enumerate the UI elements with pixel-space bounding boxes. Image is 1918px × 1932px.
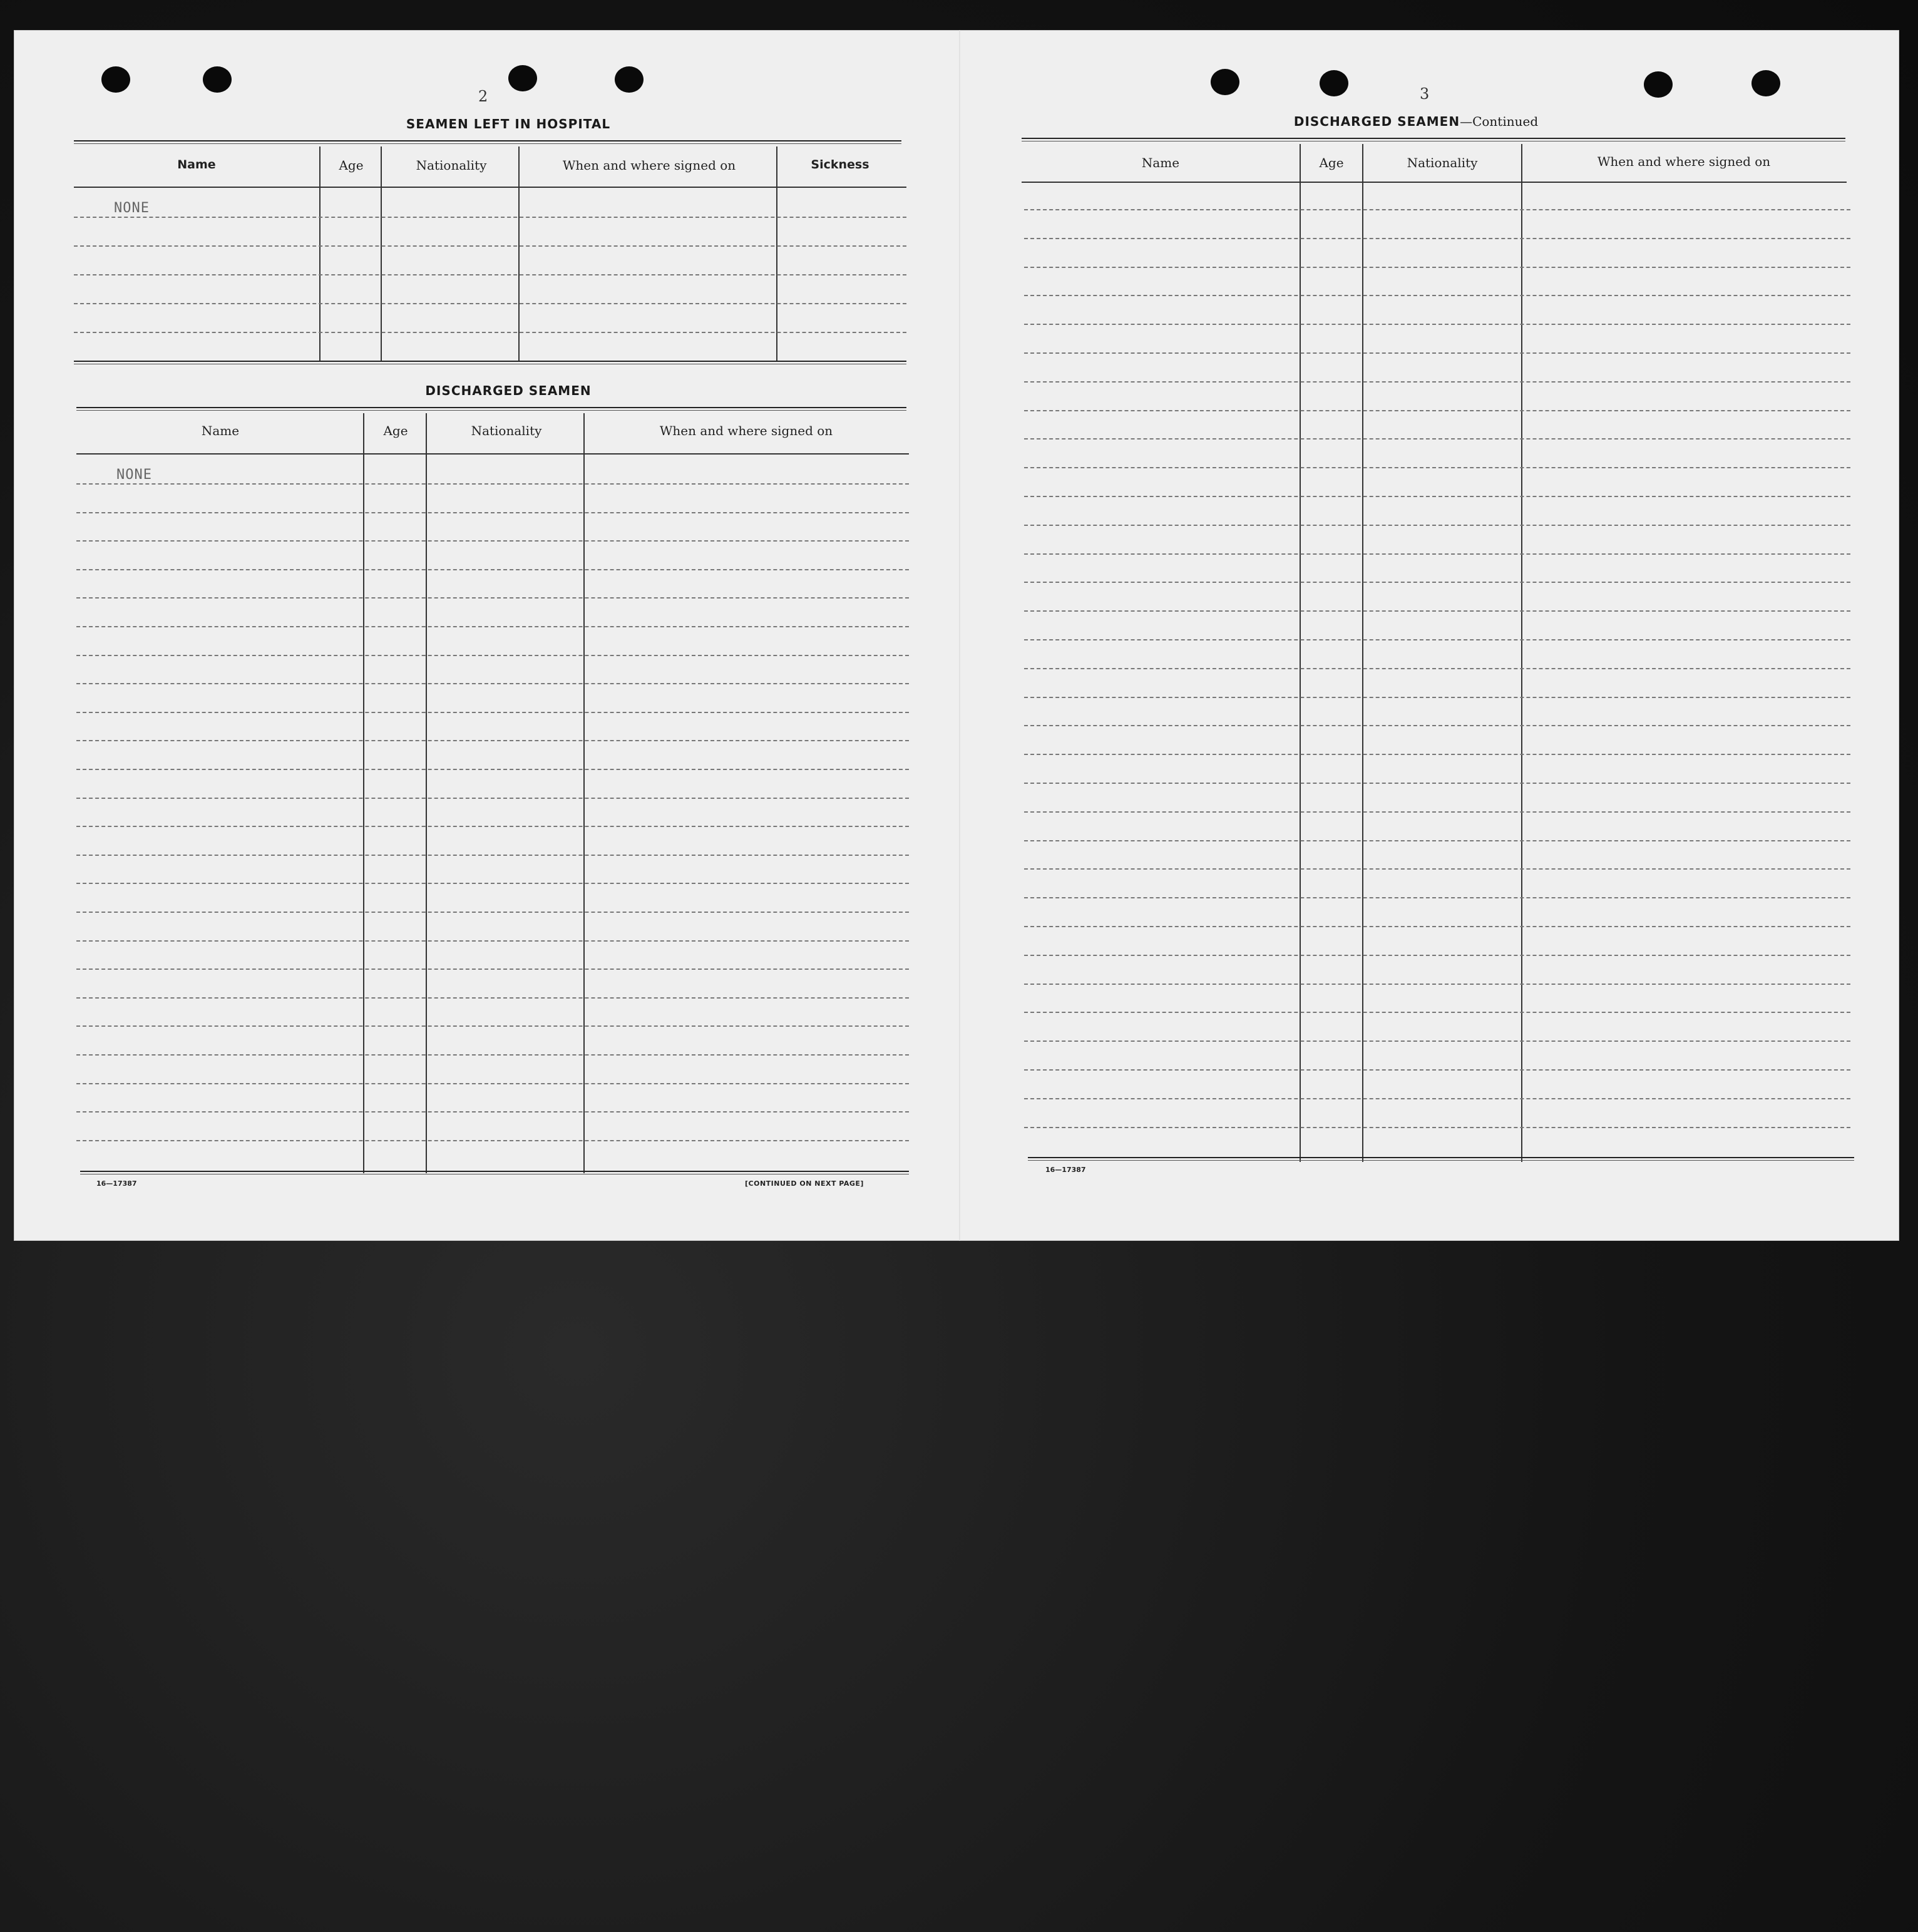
row-line [1024, 1098, 1850, 1099]
hospital-row-line [74, 245, 906, 247]
row-line [76, 855, 909, 856]
row-line [76, 540, 909, 542]
row-line [1024, 381, 1850, 383]
right-bottom-rule [1028, 1157, 1854, 1161]
row-line [1024, 267, 1850, 268]
punch-hole [508, 65, 537, 91]
discharged-header-age: Age [383, 423, 408, 438]
row-line [1024, 984, 1850, 985]
hospital-divider [518, 146, 520, 362]
hospital-header-nationality: Nationality [416, 158, 487, 173]
discharged-title: DISCHARGED SEAMEN [425, 383, 592, 398]
row-line [1024, 496, 1850, 497]
row-line [1024, 668, 1850, 669]
right-top-rule [1022, 138, 1845, 141]
discharged-header-nationality: Nationality [471, 423, 542, 438]
row-line [1024, 639, 1850, 640]
hospital-divider [776, 146, 777, 362]
hospital-header-sickness: Sickness [811, 158, 869, 172]
hospital-title: SEAMEN LEFT IN HOSPITAL [406, 116, 611, 131]
hospital-header-age: Age [339, 158, 364, 173]
row-line [1024, 1069, 1850, 1071]
punch-hole [615, 66, 644, 93]
discharged-header-signed-on: When and where signed on [659, 423, 833, 438]
row-line [76, 597, 909, 599]
hospital-row-line [74, 217, 906, 218]
right-page-number: 3 [1420, 85, 1430, 103]
row-line [1024, 955, 1850, 956]
row-line [1024, 438, 1850, 439]
right-divider [1521, 144, 1522, 1162]
row-line [1024, 295, 1850, 296]
hospital-divider [381, 146, 382, 362]
hospital-row-line [74, 274, 906, 275]
discharged-divider [583, 413, 585, 1173]
row-line [1024, 467, 1850, 468]
discharged-bottom-rule [80, 1171, 909, 1174]
punch-hole [1644, 71, 1673, 98]
hospital-header-name: Name [177, 158, 216, 172]
row-line [1024, 754, 1850, 755]
row-line [1024, 610, 1850, 612]
row-line [1024, 410, 1850, 411]
punch-hole [203, 66, 232, 93]
discharged-top-rule [76, 407, 906, 411]
discharged-entry-none: NONE [116, 467, 152, 483]
row-line [1024, 582, 1850, 583]
row-line [76, 483, 909, 485]
row-line [76, 655, 909, 656]
row-line [1024, 783, 1850, 784]
right-header-rule [1022, 182, 1847, 183]
discharged-continued-title [1197, 114, 1635, 129]
hospital-row-line [74, 332, 906, 333]
row-line [76, 626, 909, 627]
row-line [1024, 897, 1850, 898]
punch-hole [101, 66, 130, 93]
row-line [1024, 352, 1850, 354]
row-line [76, 883, 909, 884]
discharged-divider [363, 413, 364, 1173]
row-line [1024, 238, 1850, 239]
row-line [1024, 725, 1850, 726]
hospital-top-rule [74, 140, 901, 144]
punch-hole [1211, 69, 1239, 95]
hospital-row-line [74, 303, 906, 304]
row-line [1024, 1127, 1850, 1128]
row-line [76, 683, 909, 684]
row-line [1024, 811, 1850, 813]
continued-note: [CONTINUED ON NEXT PAGE] [745, 1179, 864, 1188]
right-form-number: 16—17387 [1045, 1166, 1086, 1174]
hospital-bottom-rule [74, 361, 906, 364]
row-line [76, 1025, 909, 1027]
discharged-divider [426, 413, 427, 1173]
right-header-nationality: Nationality [1407, 155, 1478, 170]
punch-hole [1751, 70, 1780, 96]
row-line [1024, 553, 1850, 555]
row-line [1024, 209, 1850, 210]
right-divider [1300, 144, 1301, 1162]
right-divider [1362, 144, 1363, 1162]
row-line [76, 798, 909, 799]
row-line [1024, 868, 1850, 870]
row-line [76, 912, 909, 913]
row-line [76, 569, 909, 570]
row-line [76, 1111, 909, 1112]
left-page-number: 2 [478, 88, 488, 105]
row-line [1024, 840, 1850, 841]
row-line [76, 740, 909, 741]
hospital-divider [319, 146, 321, 362]
row-line [76, 1083, 909, 1084]
row-line [1024, 697, 1850, 698]
row-line [1024, 1041, 1850, 1042]
page-fold [959, 30, 960, 1241]
row-line [1024, 1012, 1850, 1013]
discharged-header-name: Name [201, 423, 240, 438]
row-line [76, 940, 909, 942]
hospital-header-signed-on: When and where signed on [562, 158, 736, 173]
row-line [76, 1054, 909, 1056]
row-line [76, 769, 909, 770]
hospital-entry-none: NONE [114, 200, 150, 216]
row-line [76, 1140, 909, 1141]
punch-hole [1320, 70, 1348, 96]
left-form-number: 16—17387 [96, 1179, 137, 1188]
discharged-continued-title-bold: DISCHARGED SEAMEN [1293, 114, 1460, 129]
right-header-signed-on: When and where signed on [1597, 154, 1771, 169]
row-line [76, 969, 909, 970]
continued-label: —Continued [1460, 114, 1539, 129]
row-line [1024, 324, 1850, 325]
right-header-age: Age [1319, 155, 1344, 170]
row-line [76, 997, 909, 999]
row-line [76, 826, 909, 827]
right-header-name: Name [1141, 155, 1180, 170]
row-line [1024, 525, 1850, 526]
row-line [1024, 926, 1850, 927]
row-line [76, 512, 909, 513]
row-line [76, 712, 909, 713]
document-sheet [14, 30, 1899, 1241]
discharged-header-rule [76, 453, 909, 455]
hospital-header-rule [74, 187, 906, 188]
